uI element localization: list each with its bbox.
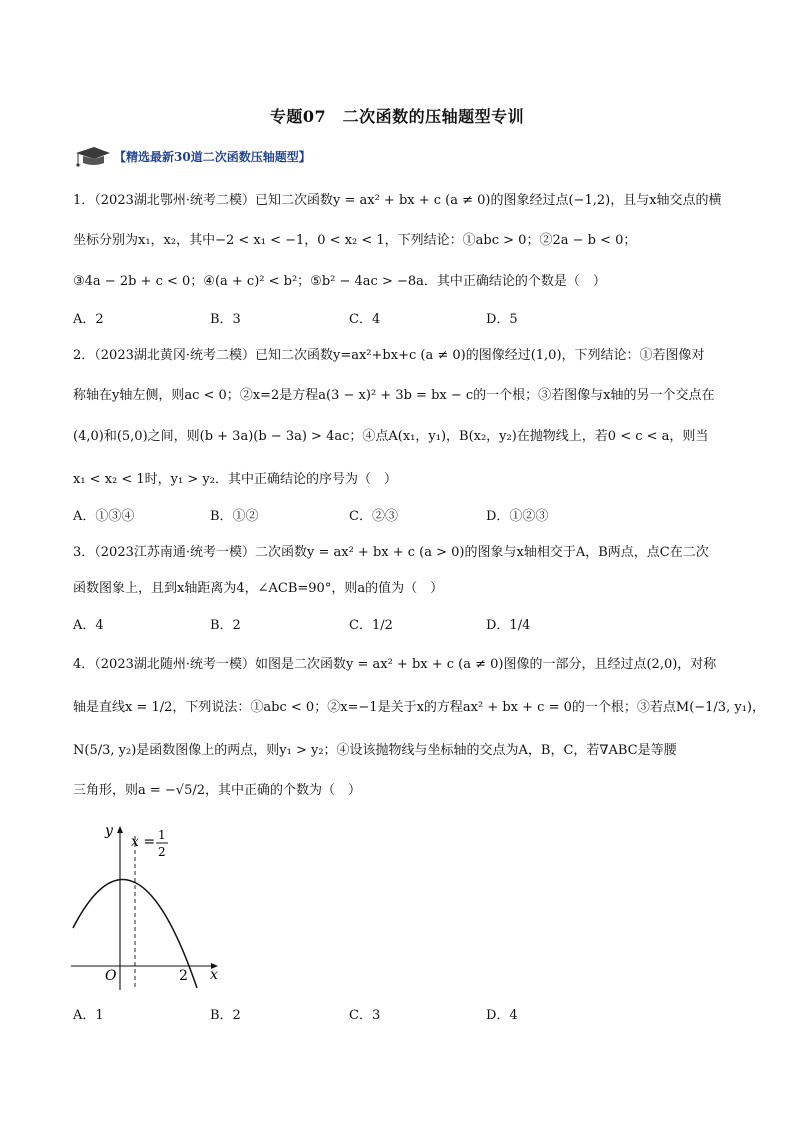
symmetry-equation: x = bbox=[131, 834, 156, 850]
q3-choice-c: C．1/2 bbox=[349, 618, 393, 633]
section-label: 【精选最新30道二次函数压轴题型】 bbox=[114, 149, 311, 164]
q4-line-4: 三角形，则a = −√5/2，其中正确的个数为（ ） bbox=[73, 783, 362, 798]
q3-choice-a: A．4 bbox=[73, 618, 104, 633]
q2-choice-b: B．①② bbox=[210, 509, 259, 524]
q2-line-3: (4,0)和(5,0)之间，则(b + 3a)(b − 3a) > 4ac；④点A(x₁，y₁)，B(x₂，y₂)在抛物线上，若0 < c < a，则当 bbox=[73, 429, 709, 444]
symmetry-numerator: 1 bbox=[158, 828, 166, 842]
origin-label: O bbox=[105, 968, 117, 984]
root-label: 2 bbox=[179, 968, 188, 984]
q1-line-3: ③4a − 2b + c < 0；④(a + c)² < b²；⑤b² − 4ac > −8a．其中正确结论的个数是（ ） bbox=[73, 274, 606, 289]
q4-choice-c: C．3 bbox=[349, 1008, 381, 1023]
section-header bbox=[72, 144, 311, 168]
q4-line-1: 4．（2023湖北随州·统考一模）如图是二次函数y = ax² + bx + c (a ≠ 0)图像的一部分，且经过点(2,0)，对称 bbox=[73, 657, 717, 672]
q1-choice-b: B．3 bbox=[210, 312, 241, 327]
symmetry-denominator: 2 bbox=[158, 845, 166, 859]
q1-choice-a: A．2 bbox=[73, 312, 104, 327]
q3-choice-d: D．1/4 bbox=[486, 618, 531, 633]
q3-choice-b: B．2 bbox=[210, 618, 241, 633]
q1-choice-d: D．5 bbox=[486, 312, 518, 327]
page-title: 专题07 二次函数的压轴题型专训 bbox=[269, 107, 525, 126]
q2-choice-c: C．②③ bbox=[349, 509, 398, 524]
q4-line-3: N(5/3, y₂)是函数图像上的两点，则y₁ > y₂；④设该抛物线与坐标轴的交点为A，B，C，若∇ABC是等腰 bbox=[73, 743, 677, 758]
q1-line-1: 1．（2023湖北鄂州·统考二模）已知二次函数y = ax² + bx + c (a ≠ 0)的图象经过点(−1,2)，且与x轴交点的横 bbox=[73, 193, 722, 208]
q4-choice-d: D．4 bbox=[486, 1008, 518, 1023]
q4-choice-b: B．2 bbox=[210, 1008, 241, 1023]
q3-line-1: 3．（2023江苏南通·统考一模）二次函数y = ax² + bx + c (a > 0)的图象与x轴相交于A，B两点，点C在二次 bbox=[73, 545, 709, 560]
q4-line-2: 轴是直线x = 1/2，下列说法：①abc < 0；②x=−1是关于x的方程ax² + bx + c = 0的一个根；③若点M(−1/3, y₁)， bbox=[73, 700, 765, 715]
x-axis-label: x bbox=[210, 967, 218, 983]
q3-line-2: 函数图象上，且到x轴距离为4，∠ACB=90°，则a的值为（ ） bbox=[73, 581, 444, 596]
q2-choice-a: A．①③④ bbox=[73, 509, 135, 524]
q2-line-1: 2．（2023湖北黄冈·统考二模）已知二次函数y=ax²+bx+c (a ≠ 0)的图像经过(1,0)，下列结论：①若图像对 bbox=[73, 348, 705, 363]
q1-choice-c: C．4 bbox=[349, 312, 381, 327]
q4-choice-a: A．1 bbox=[73, 1008, 104, 1023]
y-axis-label: y bbox=[105, 823, 113, 839]
q1-line-2: 坐标分别为x₁，x₂，其中−2 < x₁ < −1，0 < x₂ < 1，下列结论：①abc > 0；②2a − b < 0； bbox=[73, 233, 637, 248]
q2-choice-d: D．①②③ bbox=[486, 509, 549, 524]
q2-line-4: x₁ < x₂ < 1时，y₁ > y₂．其中正确结论的序号为（ ） bbox=[73, 472, 397, 487]
q2-line-2: 称轴在y轴左侧，则ac < 0；②x=2是方程a(3 − x)² + 3b = bx − c的一个根；③若图像与x轴的另一个交点在 bbox=[73, 388, 715, 403]
y-axis-arrow bbox=[117, 826, 123, 833]
graduation-cap-icon bbox=[72, 144, 112, 168]
parabola-graph bbox=[65, 818, 225, 998]
